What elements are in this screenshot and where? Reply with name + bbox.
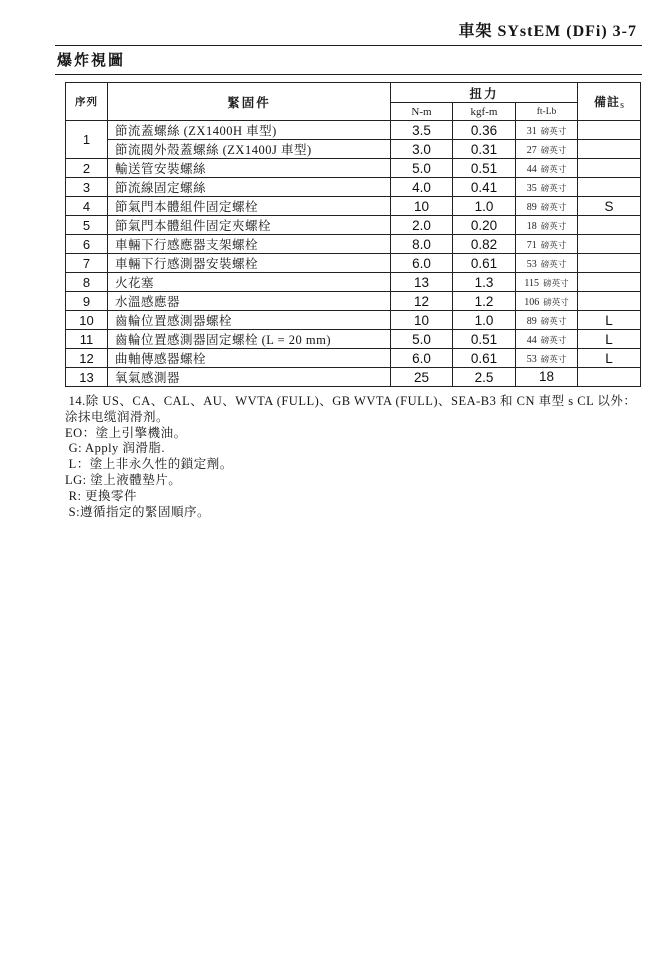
cell-remark (578, 121, 641, 140)
cell-seq: 9 (66, 292, 108, 311)
footnote-line: EO：塗上引擎機油。 (65, 425, 187, 440)
cell-seq: 7 (66, 254, 108, 273)
cell-ftlb (516, 159, 578, 178)
cell-seq: 8 (66, 273, 108, 292)
ftlb-unit: 磅英寸 (540, 202, 567, 212)
cell-ftlb (516, 254, 578, 273)
cell-remark (578, 159, 641, 178)
cell-ftlb (516, 140, 578, 159)
torque-spec-table (65, 82, 641, 387)
ftlb-unit: 磅英寸 (540, 221, 567, 231)
header-remarks-label: 備註 (594, 95, 621, 109)
footnote-line: 涂抹电缆润滑剂。 (65, 409, 170, 424)
ftlb-unit: 磅英寸 (540, 164, 567, 174)
cell-ftlb (516, 216, 578, 235)
section-title-bar (55, 45, 642, 75)
cell-nm: 6.0 (391, 349, 453, 368)
table-row (66, 330, 641, 349)
header-fastener: 緊固件 (108, 83, 391, 121)
cell-kgfm: 2.5 (453, 368, 516, 387)
cell-kgfm: 1.3 (453, 273, 516, 292)
cell-nm: 6.0 (391, 254, 453, 273)
cell-ftlb (516, 235, 578, 254)
cell-fastener: 車輛下行感應器支架螺栓 (108, 235, 391, 254)
cell-fastener: 火花塞 (108, 273, 391, 292)
ftlb-unit: 磅英寸 (540, 145, 567, 155)
cell-nm: 5.0 (391, 159, 453, 178)
table-row (66, 197, 641, 216)
cell-nm: 8.0 (391, 235, 453, 254)
cell-fastener: 水溫感應器 (108, 292, 391, 311)
cell-ftlb (516, 349, 578, 368)
header-unit-kgfm: kgf-m (453, 103, 516, 121)
footnotes (65, 394, 642, 520)
cell-seq: 6 (66, 235, 108, 254)
cell-fastener: 節流閥外殼蓋螺絲 (ZX1400J 車型) (108, 140, 391, 159)
section-title: 爆炸視圖 (57, 53, 126, 69)
table-row (66, 140, 641, 159)
table-row (66, 311, 641, 330)
cell-fastener: 氧氣感測器 (108, 368, 391, 387)
cell-nm: 25 (391, 368, 453, 387)
cell-remark (578, 273, 641, 292)
cell-seq: 3 (66, 178, 108, 197)
ftlb-unit: 磅英寸 (543, 278, 569, 288)
table-row (66, 273, 641, 292)
ftlb-value: 53 (526, 354, 537, 365)
cell-seq: 2 (66, 159, 108, 178)
cell-nm: 13 (391, 273, 453, 292)
cell-remark (578, 178, 641, 197)
ftlb-unit: 磅英寸 (543, 297, 569, 307)
cell-nm: 4.0 (391, 178, 453, 197)
cell-ftlb (516, 368, 578, 387)
cell-seq: 5 (66, 216, 108, 235)
footnote-line: L：塗上非永久性的鎖定劑。 (65, 457, 233, 472)
header-unit-nm: N-m (391, 103, 453, 121)
cell-remark (578, 368, 641, 387)
ftlb-value: 18 (538, 369, 555, 384)
table-row (66, 254, 641, 273)
cell-nm: 10 (391, 197, 453, 216)
cell-kgfm: 1.0 (453, 311, 516, 330)
cell-remark: L (578, 349, 641, 368)
ftlb-value: 106 (524, 297, 540, 308)
cell-fastener: 齒輪位置感測器固定螺栓 (L = 20 mm) (108, 330, 391, 349)
footnote-line: S:遵循指定的緊固順序。 (65, 504, 211, 519)
ftlb-value: 44 (526, 335, 537, 346)
cell-kgfm: 0.61 (453, 349, 516, 368)
ftlb-unit: 磅英寸 (540, 316, 567, 326)
ftlb-value: 53 (526, 259, 537, 270)
cell-fastener: 輸送管安裝螺絲 (108, 159, 391, 178)
cell-kgfm: 0.82 (453, 235, 516, 254)
cell-kgfm: 0.51 (453, 330, 516, 349)
cell-nm: 3.0 (391, 140, 453, 159)
cell-kgfm: 1.0 (453, 197, 516, 216)
table-row (66, 349, 641, 368)
cell-ftlb (516, 273, 578, 292)
cell-ftlb (516, 121, 578, 140)
table-row (66, 159, 641, 178)
table-row (66, 235, 641, 254)
cell-ftlb (516, 197, 578, 216)
table-row (66, 368, 641, 387)
cell-fastener: 車輛下行感測器安裝螺栓 (108, 254, 391, 273)
cell-seq: 12 (66, 349, 108, 368)
cell-remark (578, 216, 641, 235)
ftlb-value: 35 (526, 183, 537, 194)
cell-nm: 12 (391, 292, 453, 311)
cell-kgfm: 0.61 (453, 254, 516, 273)
table-row (66, 292, 641, 311)
cell-nm: 2.0 (391, 216, 453, 235)
header-unit-ftlb: ft-Lb (516, 103, 578, 121)
table-header-row (66, 83, 641, 103)
cell-remark: L (578, 311, 641, 330)
cell-fastener: 節氣門本體組件固定夾螺栓 (108, 216, 391, 235)
cell-fastener: 齒輪位置感測器螺栓 (108, 311, 391, 330)
cell-remark (578, 140, 641, 159)
header-remarks (578, 83, 641, 121)
ftlb-unit: 磅英寸 (540, 335, 567, 345)
cell-kgfm: 0.36 (453, 121, 516, 140)
cell-kgfm: 0.31 (453, 140, 516, 159)
header-seq: 序列 (66, 83, 108, 121)
cell-kgfm: 0.20 (453, 216, 516, 235)
cell-seq: 10 (66, 311, 108, 330)
cell-seq: 13 (66, 368, 108, 387)
cell-nm: 5.0 (391, 330, 453, 349)
ftlb-value: 115 (524, 278, 540, 289)
cell-remark (578, 254, 641, 273)
page-header-title: 車架 SYstEM (DFi) 3-7 (458, 23, 637, 40)
cell-seq: 4 (66, 197, 108, 216)
cell-kgfm: 0.41 (453, 178, 516, 197)
cell-fastener: 節流蓋螺絲 (ZX1400H 車型) (108, 121, 391, 140)
header-torque: 扭力 (391, 83, 578, 103)
cell-fastener: 節流線固定螺絲 (108, 178, 391, 197)
ftlb-value: 27 (526, 145, 537, 156)
cell-nm: 10 (391, 311, 453, 330)
footnote-line: LG: 塗上液體墊片。 (65, 472, 182, 487)
cell-remark (578, 235, 641, 254)
ftlb-value: 89 (526, 316, 537, 327)
table-row (66, 121, 641, 140)
ftlb-value: 44 (526, 164, 537, 175)
ftlb-unit: 磅英寸 (540, 259, 567, 269)
ftlb-value: 71 (526, 240, 537, 251)
cell-remark (578, 292, 641, 311)
ftlb-value: 31 (526, 126, 537, 137)
cell-remark: L (578, 330, 641, 349)
cell-ftlb (516, 292, 578, 311)
cell-remark: S (578, 197, 641, 216)
cell-fastener: 節氣門本體組件固定螺栓 (108, 197, 391, 216)
cell-kgfm: 1.2 (453, 292, 516, 311)
ftlb-unit: 磅英寸 (540, 183, 567, 193)
ftlb-unit: 磅英寸 (540, 354, 567, 364)
cell-seq: 11 (66, 330, 108, 349)
footnote-line: G: Apply 润滑脂. (65, 441, 166, 456)
ftlb-unit: 磅英寸 (540, 126, 567, 136)
table-row (66, 216, 641, 235)
cell-ftlb (516, 178, 578, 197)
cell-ftlb (516, 311, 578, 330)
header-remarks-suffix: s (620, 100, 624, 111)
cell-fastener: 曲軸傳感器螺栓 (108, 349, 391, 368)
table-row (66, 178, 641, 197)
cell-ftlb (516, 330, 578, 349)
ftlb-unit: 磅英寸 (540, 240, 567, 250)
cell-kgfm: 0.51 (453, 159, 516, 178)
ftlb-value: 89 (526, 202, 537, 213)
footnote-line: 14.除 US、CA、CAL、AU、WVTA (FULL)、GB WVTA (FULL)、SEA-B3 和 CN 車型 s CL 以外： (65, 394, 637, 408)
footnote-line: R: 更換零件 (65, 488, 138, 503)
ftlb-value: 18 (526, 221, 537, 232)
cell-nm: 3.5 (391, 121, 453, 140)
cell-seq: 1 (66, 121, 108, 159)
